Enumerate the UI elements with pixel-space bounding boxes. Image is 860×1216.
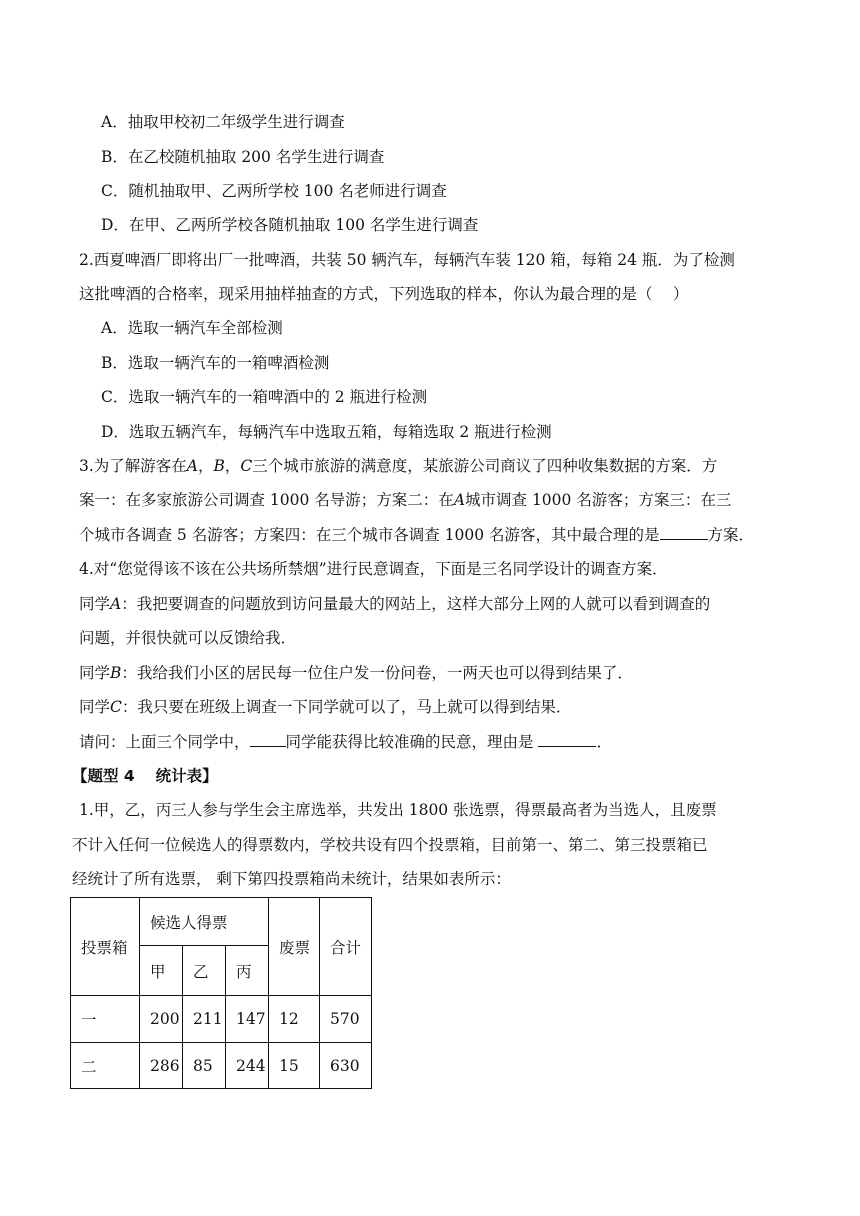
cell-total: 630	[320, 1043, 372, 1089]
q4-text: ：我只要在班级上调查一下同学就可以了，马上就可以得到结果．	[121, 698, 572, 716]
q3-text: 3.为了解游客在	[79, 457, 187, 475]
header-invalid: 废票	[269, 898, 320, 996]
header-total: 合计	[320, 898, 372, 996]
q2-option-d: D．选取五辆汽车，每辆汽车中选取五箱，每箱选取 2 瓶进行检测	[101, 423, 552, 441]
q4-text: 同学	[79, 664, 111, 682]
q4-text: ：我把要调查的问题放到访问量最大的网站上，这样大部分上网的人就可以看到调查的	[121, 595, 711, 613]
header-candidates: 候选人得票	[140, 898, 269, 946]
q3-var-a: A	[453, 491, 466, 509]
q3-text: 个城市各调查 5 名游客；方案四：在三个城市各调查 1000 名游客，其中最合理的是	[79, 526, 660, 544]
header-yi: 乙	[183, 946, 226, 996]
cell-jia: 200	[140, 996, 183, 1043]
q4-student-a	[79, 594, 710, 614]
q-prev-option-b: B．在乙校随机抽取 200 名学生进行调查	[101, 148, 385, 166]
q4-text: 同学能获得比较准确的民意，理由是	[285, 733, 539, 751]
q4-stem-line1: 4.对“您觉得该不该在公共场所禁烟”进行民意调查，下面是三名同学设计的调查方案．	[79, 560, 668, 578]
q4-var-c: C	[110, 698, 122, 716]
table-row	[71, 1043, 372, 1089]
q4-var-a: A	[110, 595, 122, 613]
q4-student-a-cont: 问题，并很快就可以反馈给我．	[79, 629, 297, 647]
header-box: 投票箱	[71, 898, 140, 996]
q2-option-a: A．选取一辆汽车全部检测	[101, 319, 283, 337]
cell-bing: 244	[226, 1043, 269, 1089]
votes-table	[70, 897, 372, 1089]
q-prev-option-d: D．在甲、乙两所学校各随机抽取 100 名学生进行调查	[101, 216, 479, 234]
cell-yi: 211	[183, 996, 226, 1043]
q3-answer-blank[interactable]	[660, 525, 708, 540]
q2-option-b: B．选取一辆汽车的一箱啤酒检测	[101, 354, 330, 372]
q3-sep: ，	[224, 457, 241, 475]
q4-text: ：我给我们小区的居民每一位住户发一份问卷，一两天也可以得到结果了．	[121, 664, 633, 682]
q4-student-b	[79, 663, 633, 683]
q3-var-c: C	[240, 457, 253, 475]
cell-invalid: 15	[269, 1043, 320, 1089]
q3-text: 方案．	[707, 526, 755, 544]
q3-text: 案一：在多家旅游公司调查 1000 名导游；方案二：在	[79, 491, 454, 509]
header-bing: 丙	[226, 946, 269, 996]
cell-yi: 85	[183, 1043, 226, 1089]
q2-stem-line1: 2.西夏啤酒厂即将出厂一批啤酒，共装 50 辆汽车，每辆汽车装 120 箱，每箱 24 瓶．为了检测	[79, 251, 735, 269]
section-heading: 【题型 4 统计表】	[72, 767, 218, 785]
q2-option-c: C．选取一辆汽车的一箱啤酒中的 2 瓶进行检测	[101, 388, 428, 406]
cell-total: 570	[320, 996, 372, 1043]
q4-text: 同学	[79, 698, 111, 716]
cell-invalid: 12	[269, 996, 320, 1043]
q3-var-a: A	[186, 457, 198, 475]
q5-stem-line1: 1.甲，乙，丙三人参与学生会主席选举，共发出 1800 张选票，得票最高者为当选人，且废票	[79, 801, 717, 819]
table-row	[71, 996, 372, 1043]
q3-stem-line1	[79, 456, 717, 476]
q3-var-b: B	[213, 457, 225, 475]
q3-stem-line2	[79, 490, 731, 510]
cell-box: 一	[71, 996, 140, 1043]
q4-text: 请问：上面三个同学中，	[79, 733, 250, 751]
q5-stem-line3: 经统计了所有选票， 剩下第四投票箱尚未统计，结果如表所示：	[72, 870, 511, 888]
q3-sep: ，	[198, 457, 214, 475]
q4-question	[79, 732, 612, 752]
cell-bing: 147	[226, 996, 269, 1043]
q4-student-blank[interactable]	[250, 732, 286, 747]
q5-stem-line2: 不计入任何一位候选人的得票数内，学校共设有四个投票箱，目前第一、第二、第三投票箱已	[72, 836, 708, 854]
q4-student-c	[79, 697, 571, 717]
cell-box: 二	[71, 1043, 140, 1089]
q4-text: 同学	[79, 595, 111, 613]
q4-reason-blank[interactable]	[538, 732, 596, 747]
cell-jia: 286	[140, 1043, 183, 1089]
q4-text: ．	[596, 733, 612, 751]
header-jia: 甲	[140, 946, 183, 996]
q2-stem-line2: 这批啤酒的合格率，现采用抽样抽查的方式，下列选取的样本，你认为最合理的是（ ）	[79, 285, 689, 303]
q4-var-b: B	[110, 664, 122, 682]
q-prev-option-c: C．随机抽取甲、乙两所学校 100 名老师进行调查	[101, 182, 447, 200]
q3-text: 城市调查 1000 名游客；方案三：在三	[465, 491, 732, 509]
q3-text: 三个城市旅游的满意度，某旅游公司商议了四种收集数据的方案．方	[252, 457, 718, 475]
q-prev-option-a: A．抽取甲校初二年级学生进行调查	[101, 113, 345, 131]
q3-stem-line3	[79, 525, 754, 545]
